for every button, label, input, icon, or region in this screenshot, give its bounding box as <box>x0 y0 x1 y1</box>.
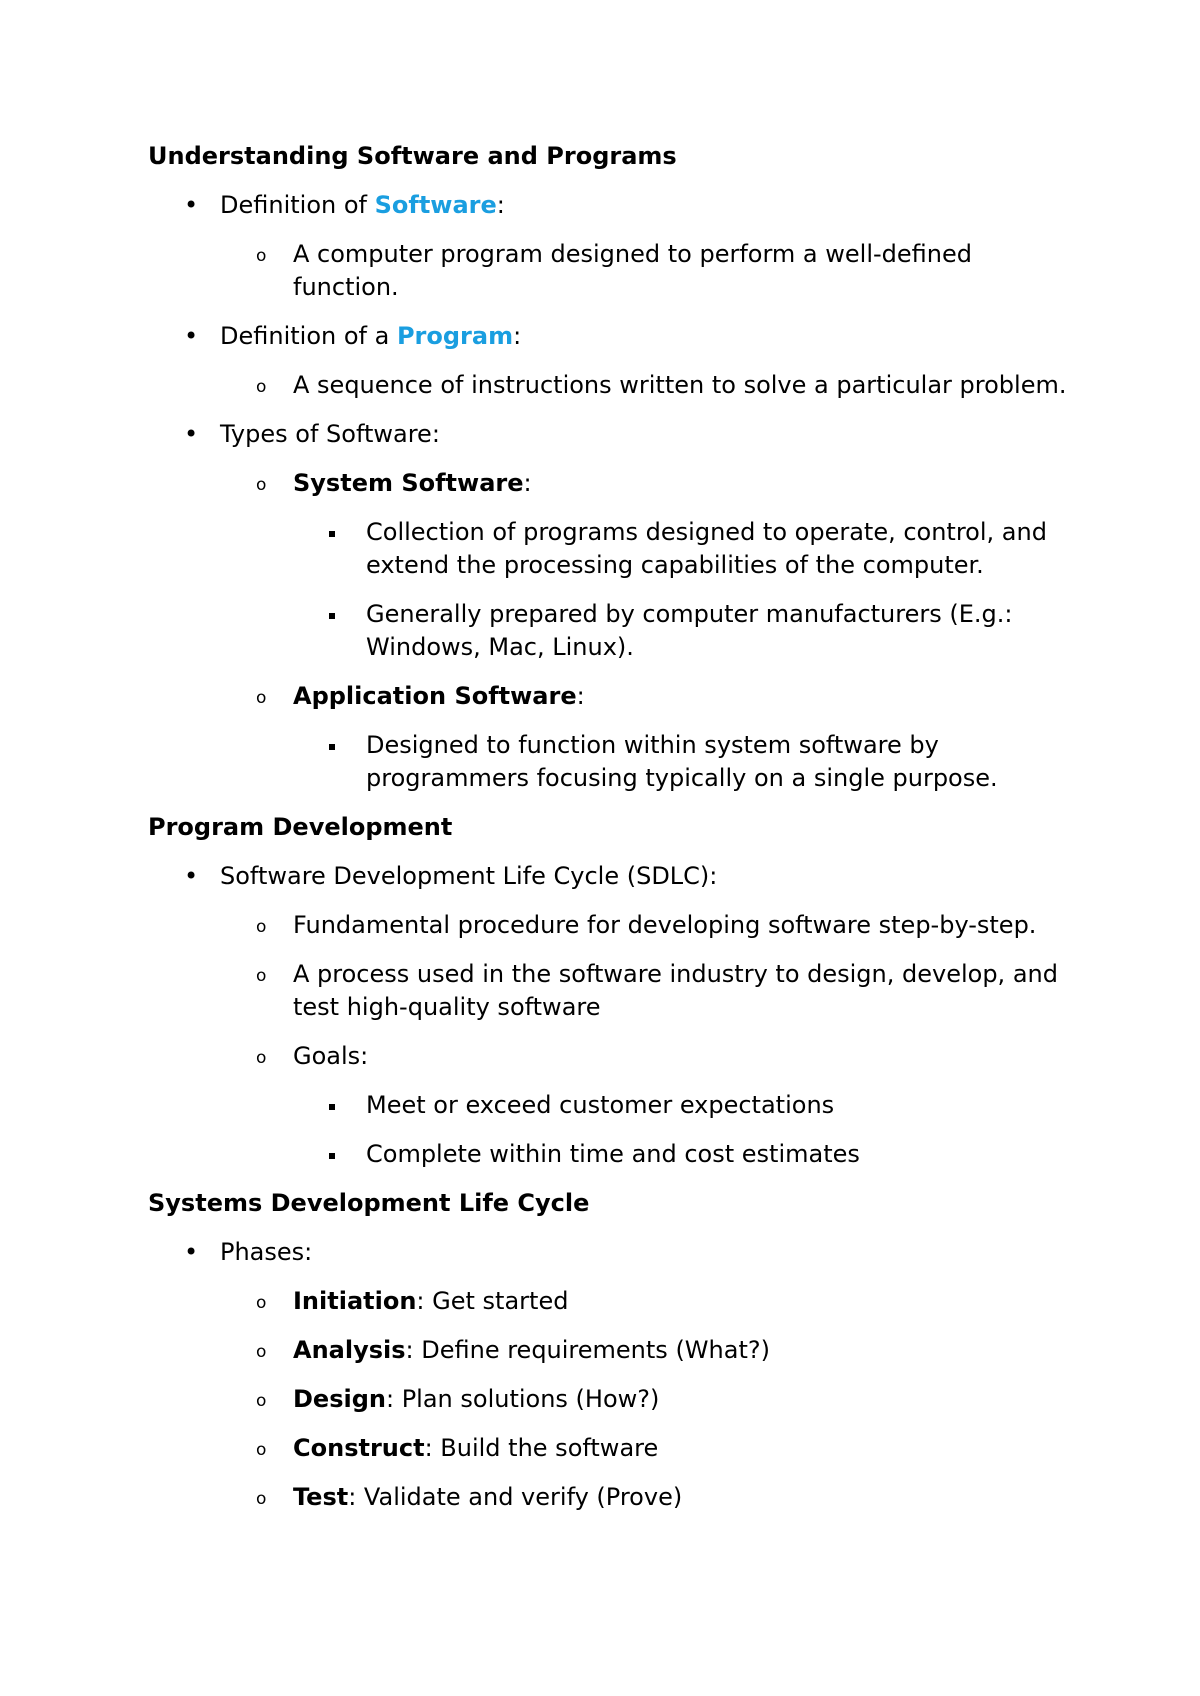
list-item: o Application Software: <box>148 680 1078 713</box>
section-heading: Understanding Software and Programs <box>148 142 677 170</box>
bullet-list <box>148 860 1078 1171</box>
bullet-circle-icon: o <box>256 377 267 397</box>
bullet-circle-icon: o <box>256 688 267 708</box>
bullet-circle-icon: o <box>256 1391 267 1411</box>
bullet-square-icon <box>329 744 335 750</box>
list-item: o Design: Plan solutions (How?) <box>148 1383 1078 1416</box>
section-software-programs <box>148 140 1078 795</box>
list-item: • Types of Software: <box>148 418 1078 451</box>
section-sdlc <box>148 1187 1078 1514</box>
bullet-circle-icon: o <box>256 1342 267 1362</box>
bullet-dot-icon: • <box>184 862 199 890</box>
bullet-square-icon <box>329 531 335 537</box>
bullet-list <box>148 189 1078 795</box>
bullet-square-icon <box>329 613 335 619</box>
list-item: o Analysis: Define requirements (What?) <box>148 1334 1078 1367</box>
list-item: o System Software: <box>148 467 1078 500</box>
bullet-circle-icon: o <box>256 475 267 495</box>
list-item: o Goals: <box>148 1040 1078 1073</box>
bullet-circle-icon: o <box>256 1293 267 1313</box>
bullet-circle-icon: o <box>256 1440 267 1460</box>
list-item: • Software Development Life Cycle (SDLC): <box>148 860 1078 893</box>
bullet-dot-icon: • <box>184 191 199 219</box>
list-item: • Definition of a Program: <box>148 320 1078 353</box>
list-item: Meet or exceed customer expectations <box>148 1089 1078 1122</box>
list-item: Collection of programs designed to operate, control, and extend the processing capabilities of the computer. <box>148 516 1078 582</box>
bullet-circle-icon: o <box>256 917 267 937</box>
bullet-dot-icon: • <box>184 420 199 448</box>
list-item: o A computer program designed to perform a well-defined function. <box>256 240 972 301</box>
bullet-dot-icon: • <box>184 1238 199 1266</box>
section-program-development <box>148 811 1078 1171</box>
list-item: Complete within time and cost estimates <box>148 1138 1078 1171</box>
bullet-circle-icon: o <box>256 966 267 986</box>
bullet-circle-icon: o <box>256 246 267 266</box>
bullet-dot-icon: • <box>184 322 199 350</box>
list-item: • Definition of Software: <box>148 189 1078 222</box>
bullet-circle-icon: o <box>256 1489 267 1509</box>
list-item: o A process used in the software industry to design, develop, and test high-quality software <box>256 960 1058 1021</box>
list-item: o Test: Validate and verify (Prove) <box>148 1481 1078 1514</box>
bullet-square-icon <box>329 1153 335 1159</box>
list-item: o Fundamental procedure for developing software step-by-step. <box>148 909 1078 942</box>
list-item: Generally prepared by computer manufacturers (E.g.: Windows, Mac, Linux). <box>148 598 1078 664</box>
list-item: Designed to function within system software by programmers focusing typically on a single purpose. <box>148 729 1078 795</box>
bullet-square-icon <box>329 1104 335 1110</box>
document-body <box>148 140 1078 1514</box>
section-heading: Program Development <box>148 813 453 841</box>
list-item: o A sequence of instructions written to solve a particular problem. <box>148 369 1078 402</box>
highlight-term: Program <box>396 322 514 350</box>
list-item: • Phases: <box>148 1236 1078 1269</box>
bullet-circle-icon: o <box>256 1048 267 1068</box>
section-heading: Systems Development Life Cycle <box>148 1189 590 1217</box>
list-item: o Construct: Build the software <box>148 1432 1078 1465</box>
highlight-term: Software <box>374 191 497 219</box>
bullet-list <box>148 1236 1078 1514</box>
list-item: o Initiation: Get started <box>148 1285 1078 1318</box>
